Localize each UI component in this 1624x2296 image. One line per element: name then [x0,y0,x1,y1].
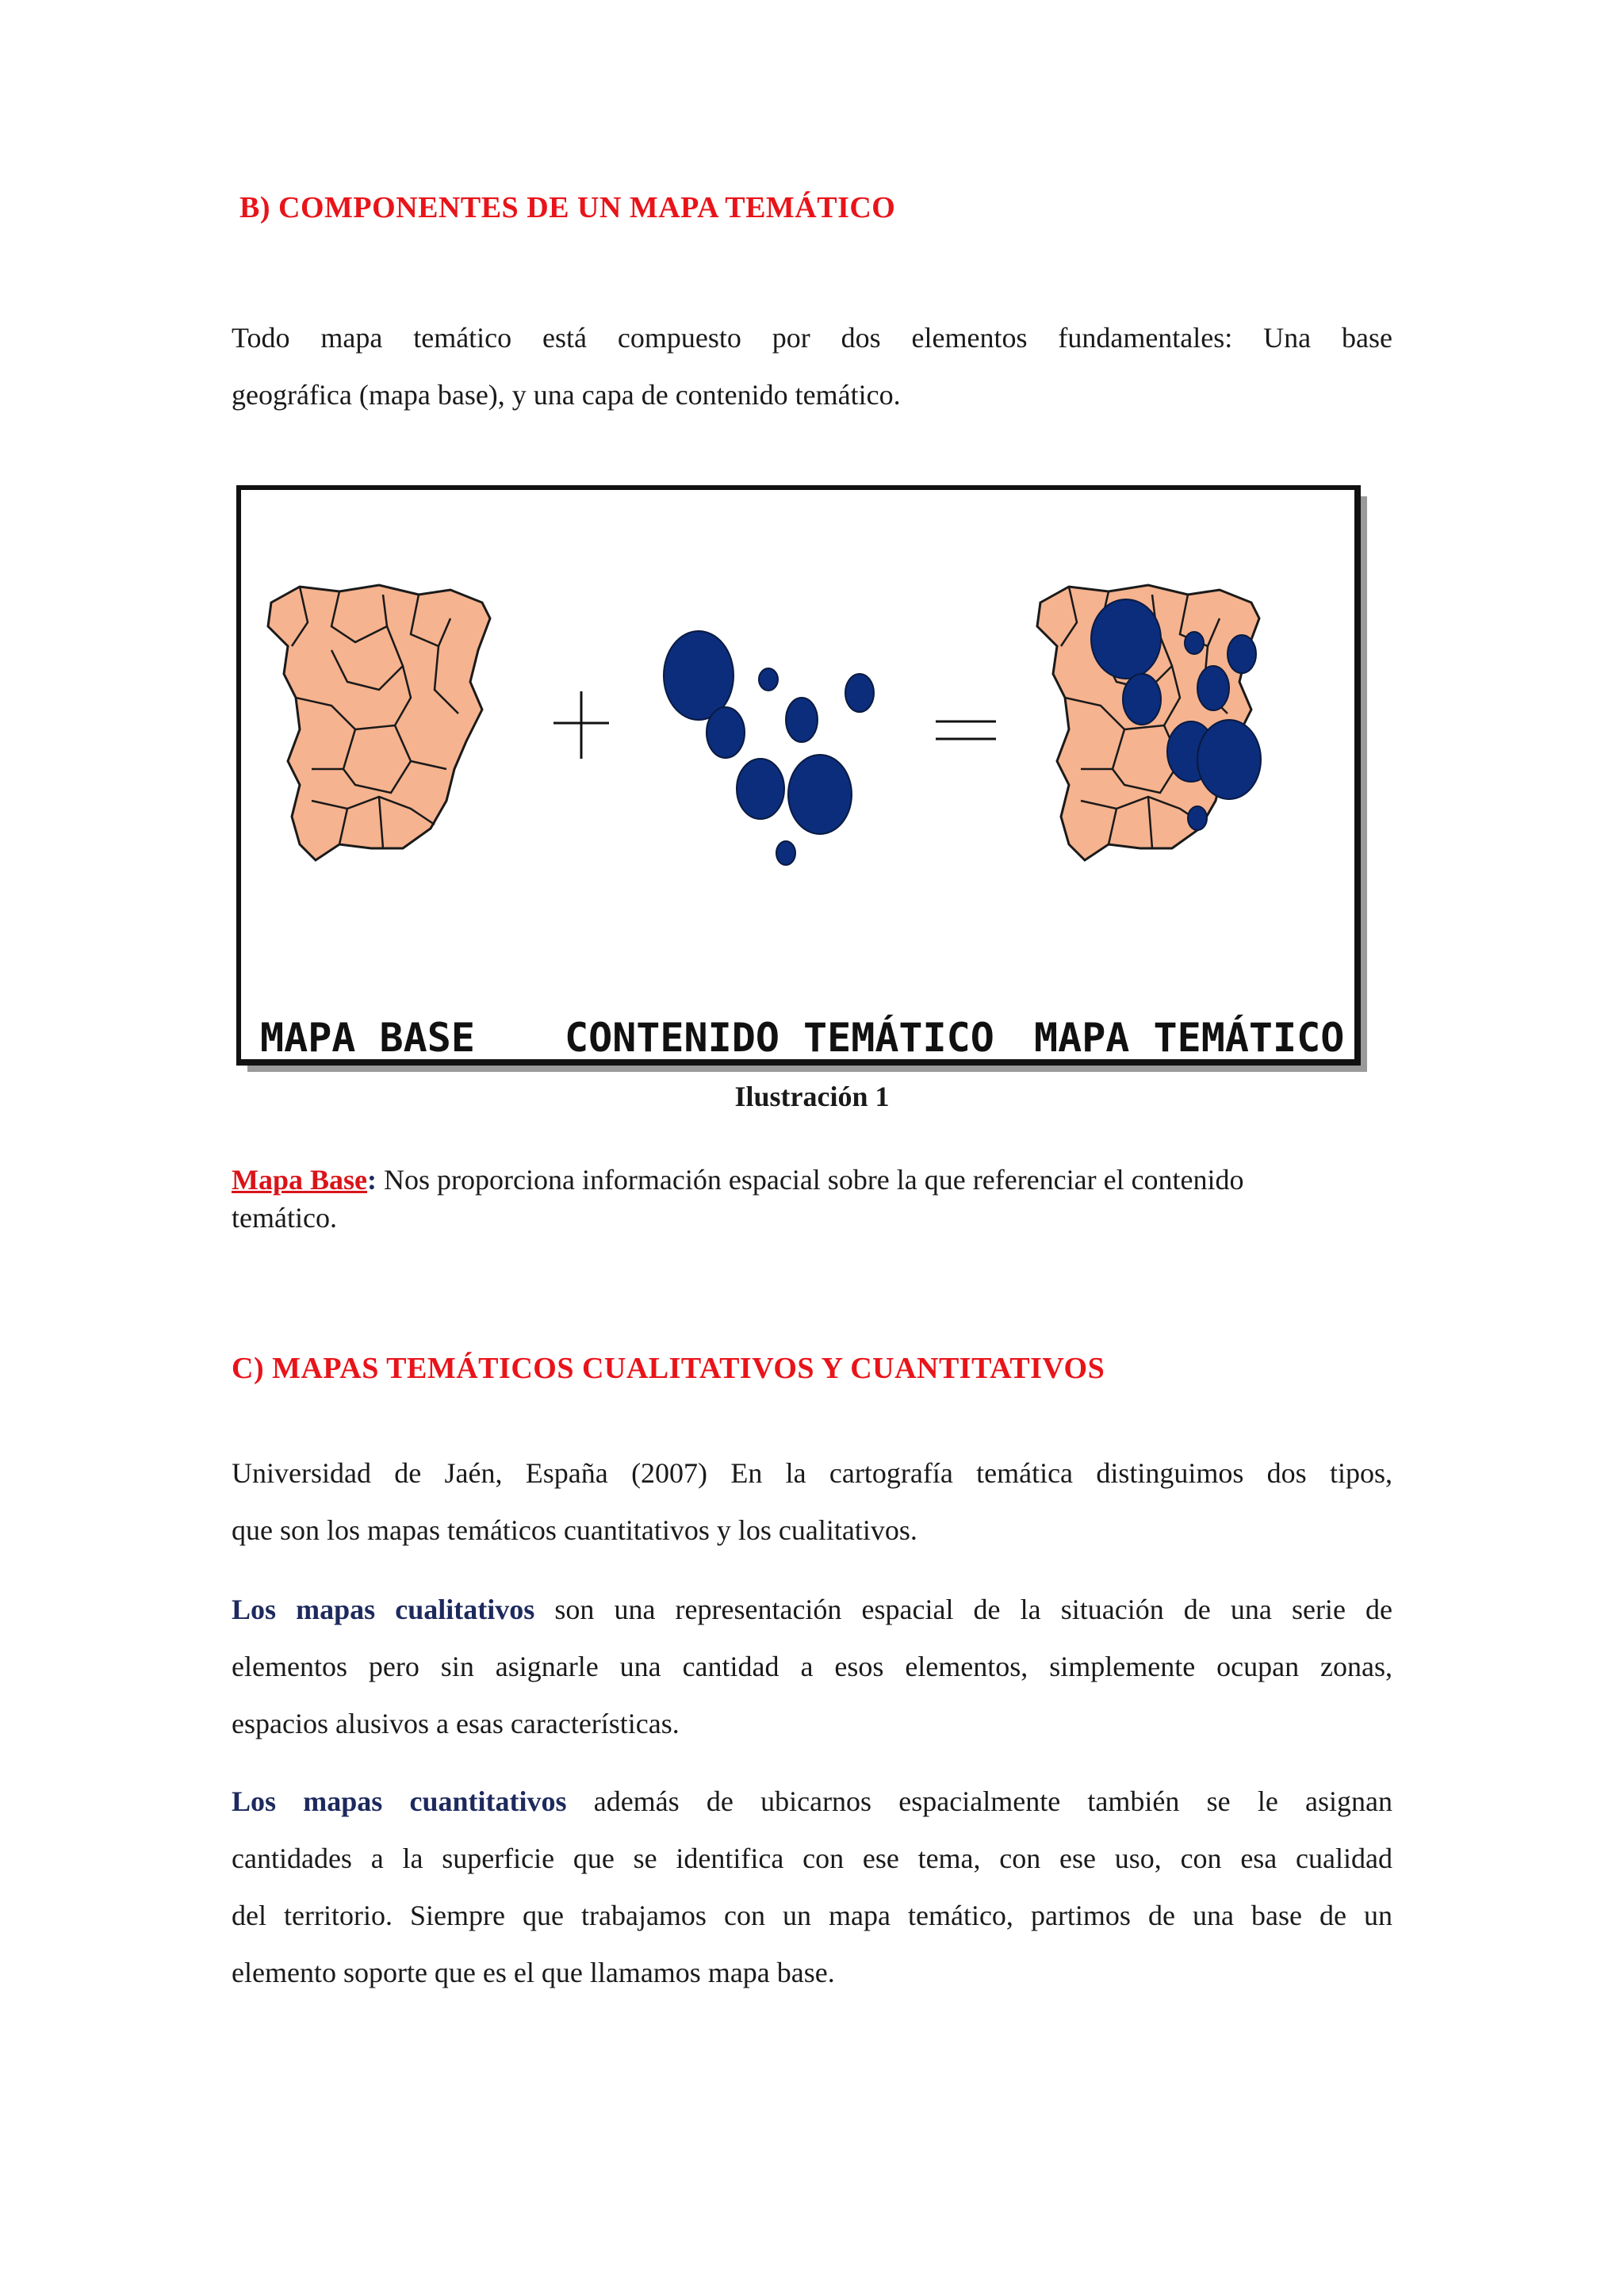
thematic-map-diagram [236,485,1372,1078]
mapa-base-line-1 [232,1161,1392,1199]
p2-strong: Los mapas cualitativos [232,1594,535,1625]
p3-line-1 [232,1773,1392,1830]
label-mapa-tematico: MAPA TEMÁTICO [1034,1015,1345,1061]
section-c-heading: C) MAPAS TEMÁTICOS CUALITATIVOS Y CUANTITATIVOS [232,1352,1105,1385]
section-c-paragraph-2 [232,1581,1392,1752]
p3-line-2: cantidades a la superficie que se identifica con ese tema, con ese uso, con esa cualidad [232,1843,1392,1874]
p3-strong: Los mapas cuantitativos [232,1785,567,1817]
label-mapa-base: MAPA BASE [260,1015,475,1061]
p2-line-1 [232,1581,1392,1638]
illustration-figure [236,485,1372,1078]
label-contenido-tematico: CONTENIDO TEMÁTICO [565,1015,994,1061]
p2-line-1-rest: son una representación espacial de la situación de una serie de [534,1594,1392,1625]
figure-caption: Ilustración 1 [734,1081,890,1112]
p2-line-2: elementos pero sin asignarle una cantidad a esos elementos, simplemente ocupan zonas, [232,1651,1392,1682]
mapa-base-label: Mapa Base [232,1164,367,1196]
mapa-base-text-1: Nos proporciona información espacial sobre la que referenciar el contenido [377,1164,1244,1196]
p1-line-2: que son los mapas temáticos cuantitativos y los cualitativos. [232,1514,917,1546]
section-c-paragraph-3 [232,1773,1392,2001]
section-b-heading: B) COMPONENTES DE UN MAPA TEMÁTICO [239,191,896,224]
p1-line-1: Universidad de Jaén, España (2007) En la cartografía temática distinguimos dos tipos, [232,1457,1392,1489]
section-c-paragraph-1 [232,1445,1392,1559]
p3-line-4: elemento soporte que es el que llamamos mapa base. [232,1957,835,1988]
p3-line-3: del territorio. Siempre que trabajamos con un mapa temático, partimos de una base de un [232,1900,1392,1931]
section-b-intro [232,309,1392,423]
mapa-base-definition [232,1161,1392,1237]
intro-line-1: Todo mapa temático está compuesto por dos elementos fundamentales: Una base [232,322,1392,354]
mapa-base-colon: : [367,1164,377,1196]
p3-line-1-rest: además de ubicarnos espacialmente también se le asignan [566,1785,1392,1817]
mapa-base-text-2: temático. [232,1202,337,1234]
p2-line-3: espacios alusivos a esas características. [232,1708,680,1739]
intro-line-2: geográfica (mapa base), y una capa de contenido temático. [232,379,901,411]
